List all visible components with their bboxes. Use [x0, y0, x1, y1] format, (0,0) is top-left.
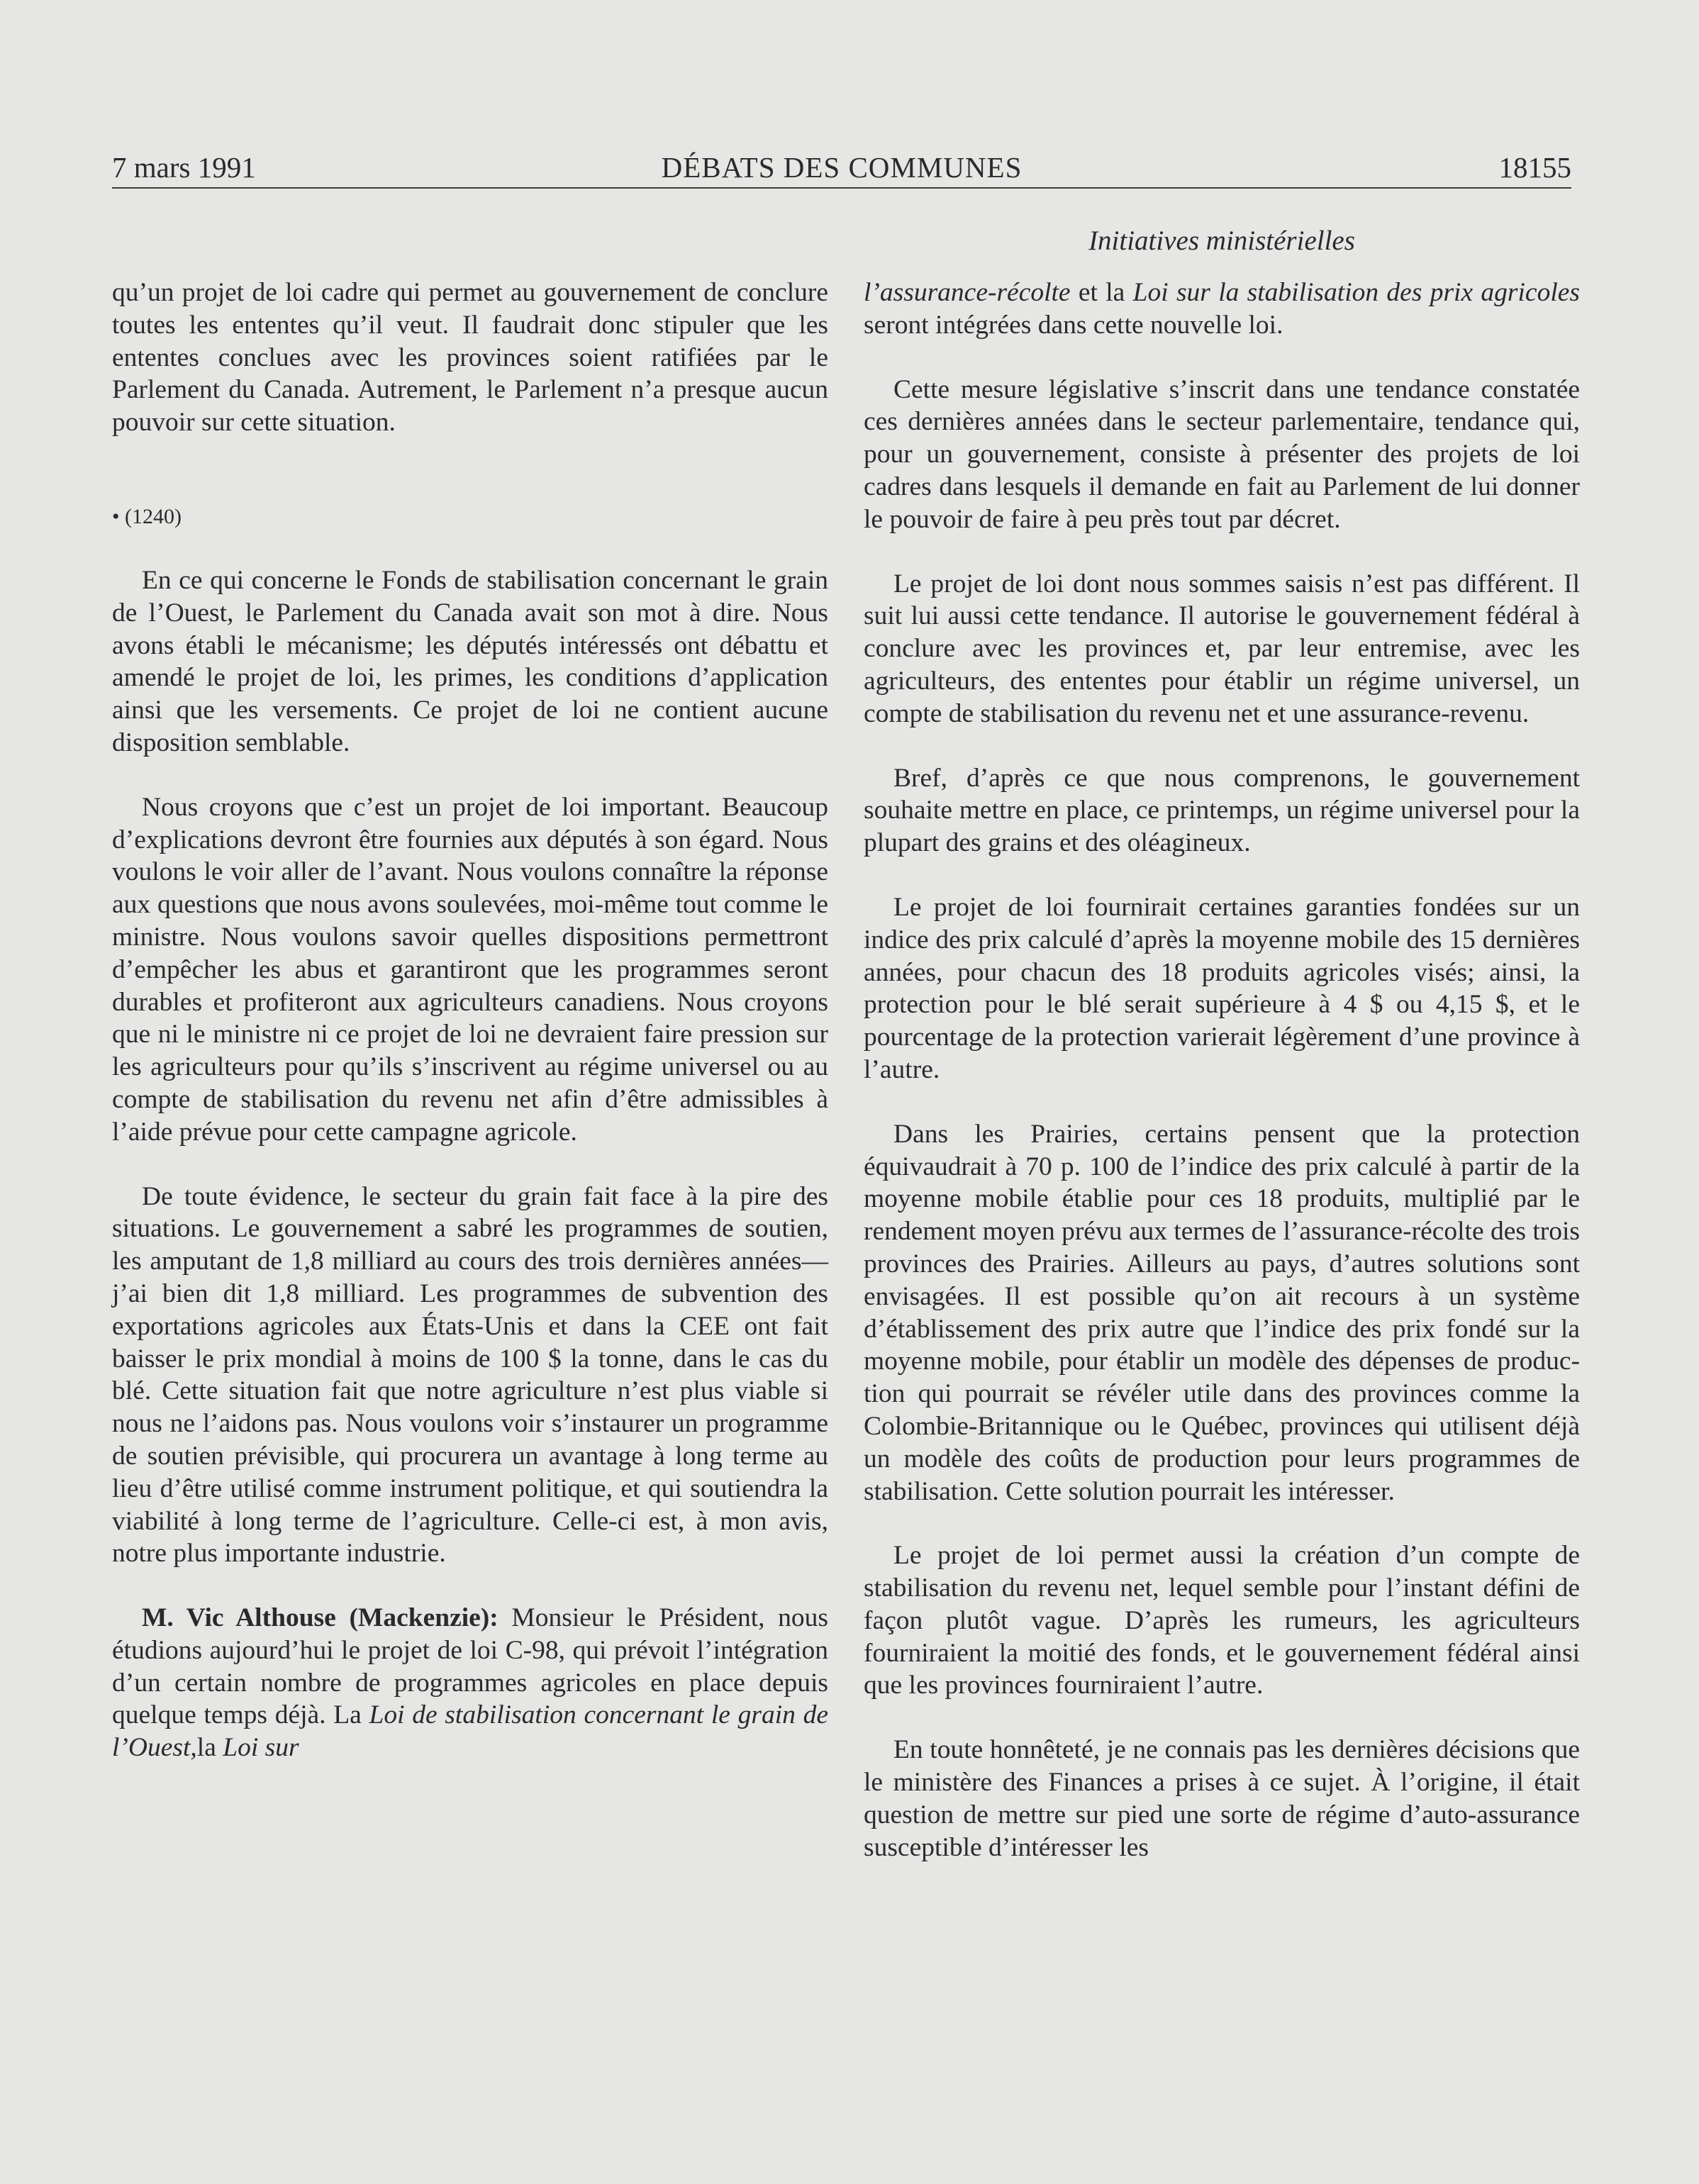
header-page-number: 18155 [1498, 151, 1571, 184]
paragraph: En ce qui concerne le Fonds de stabilisation concernant le grain de l’Ouest, le Parlement du Canada avait son mot à dire. Nous avons établi le mécanisme; les députés intéressés ont débattu et amendé le projet de loi, les primes, les conditions d’application ainsi que les versements. Ce projet de loi ne contient aucune disposition semblable. [112, 565, 828, 757]
paragraph: Cette mesure législative s’inscrit dans une tendance constatée ces dernières années dans le secteur parlementaire, tendance qui, pour un gouvernement, consiste à présenter des projets de loi cadres dans lesquels il demande en fait au Parlement de lui donner le pouvoir de faire à peu près tout par décret. [864, 374, 1580, 534]
time-marker: • (1240) [112, 504, 182, 528]
paragraph: Le projet de loi permet aussi la création d’un compte de stabilisation du revenu net, lequel semble pour l’instant défini de façon plutôt vague. D’après les rumeurs, les agriculteurs fourniraient la moitié des fonds, et le gouvernement fédéral ainsi que les provinces fourniraient l’autre. [864, 1541, 1580, 1700]
paragraph: Dans les Prairies, certains pensent que la protection équivaudrait à 70 p. 100 de l’indice des prix calculé à partir de la moyenne mobile établie pour ces 18 produits, multiplié par le rendement moyen prévu aux termes de l’assurance-récolte des trois provinces des Prairies. Ailleurs au pays, d’autres solutions sont envisagées. Il est possible qu’on ait recours à un système d’établissement des prix autre que l’indice des prix fondé sur la moyenne mobile, pour établir un modèle des dépenses de production qui pourrait se révéler utile dans des provinces comme la Colombie-Britannique ou le Québec, provinces qui utilisent déjà un modèle des coûts de production pour leurs programmes de stabilisation. Cette solution pourrait les intéresser. [864, 1119, 1581, 1506]
right-column [864, 277, 1580, 1863]
text-run: seront intégrées dans cette nouvelle loi. [864, 310, 1283, 340]
speech-text: la [196, 1733, 223, 1763]
header-title: DÉBATS DES COMMUNES [661, 151, 1023, 184]
law-title: l’assurance-récolte [864, 278, 1071, 307]
paragraph: qu’un projet de loi cadre qui permet au gouvernement de conclure toutes les ententes qu’il veut. Il faudrait donc stipuler que les ententes conclues avec les provinces soient ratifiées par le Parlement du Canada. Autrement, le Parlement n’a presque aucun pouvoir sur cette situation. [112, 278, 828, 438]
paragraph: En toute honnêteté, je ne connais pas les dernières décisions que le ministère des Finances a prises à ce sujet. À l’origine, il était question de mettre sur pied une sorte de régime d’auto-assurance susceptible d’intéresser les [864, 1735, 1580, 1862]
header-date: 7 mars 1991 [112, 151, 256, 184]
law-title: Loi sur [223, 1733, 299, 1763]
page-header [112, 147, 1571, 189]
speaker-name: M. Vic Althouse (Mackenzie): [142, 1603, 498, 1633]
law-title: Loi de stabilisation concernant le grain de l’Ouest, [112, 1700, 828, 1763]
paragraph: De toute évidence, le secteur du grain fait face à la pire des situations. Le gouvernement a sabré les programmes de soutien, les amputant de 1,8 milliard au cours des trois dernières années—j’ai bien dit 1,8 milliard. Les programmes de subvention des exportations agricoles aux États-Unis et dans la CEE ont fait baisser le prix mondial à moins de 100 $ la tonne, dans le cas du blé. Cette situation fait que notre agriculture n’est plus viable si nous ne l’aidons pas. Nous voulons voir s’instaurer un programme de soutien prévisible, qui procurera un avantage à long terme au lieu d’être utilisé comme instrument politique, et qui soutiendra la viabilité à long terme de l’agriculture. Celle-ci est, à mon avis, notre plus importante industrie. [112, 1181, 828, 1569]
paragraph: Le projet de loi dont nous sommes saisis n’est pas différent. Il suit lui aussi cette tendance. Il autorise le gouvernement fédéral à conclure avec les provinces et, par leur entremise, avec les agriculteurs, des ententes pour établir un régime universel, un compte de stabilisation du revenu net et une assurance-revenu. [864, 569, 1580, 728]
paragraph: Le projet de loi fournirait certaines garanties fondées sur un indice des prix calculé d’après la moyenne mobile des 15 dernières années, pour chacun des 18 produits agricoles visés; ainsi, la protection pour le blé serait supérieure à 4 $ ou 4,15 $, et le pourcentage de la protection varierait légèrement d’une province à l’autre. [864, 892, 1580, 1084]
paragraph: Bref, d’après ce que nous comprenons, le gouvernement souhaite mettre en place, ce printemps, un régime universel pour la plupart des grains et des oléagineux. [864, 763, 1580, 858]
paragraph [864, 277, 1580, 342]
speech-text: Monsieur le Président, nous étudions aujourd’hui le projet de loi C-98, qui prévoit l’intégration d’un certain nombre de programmes agricoles en place depuis quelque temps déjà. La [112, 1603, 828, 1730]
text-run: et la [1070, 278, 1133, 307]
paragraph: Nous croyons que c’est un projet de loi important. Beaucoup d’explications devront être fournies aux députés à son égard. Nous voulons le voir aller de l’avant. Nous voulons connaître la réponse aux questions que nous avons soulevées, moi-même tout comme le ministre. Nous voulons savoir quelles dispositions permettront d’empêcher les abus et garantiront que les programmes seront durables et profiteront aux agriculteurs canadiens. Nous croyons que ni le ministre ni ce projet de loi ne devraient faire pression sur les agriculteurs pour qu’ils s’inscrivent au régime universel ou au compte de stabilisation du revenu net afin d’être admissibles à l’aide prévue pour cette campagne agricole. [112, 792, 828, 1147]
speech-paragraph [112, 1602, 828, 1764]
left-column [112, 277, 828, 1764]
law-title: Loi sur la stabilisation des prix agricoles [1132, 278, 1580, 307]
section-heading: Initiatives ministérielles [1088, 225, 1355, 256]
